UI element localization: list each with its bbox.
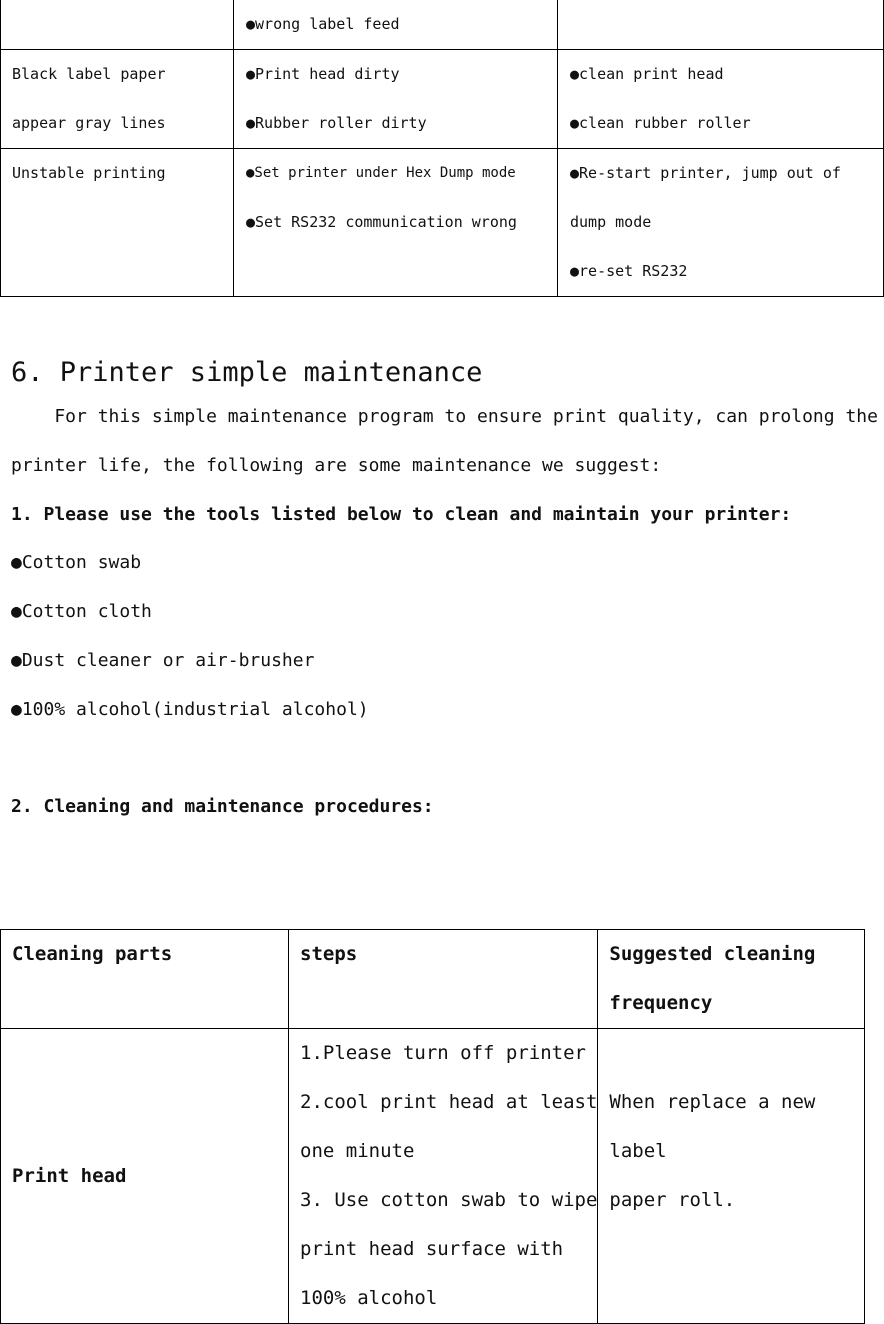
troubleshooting-table	[0, 0, 884, 297]
tool-item: ●Cotton swab	[11, 552, 142, 573]
intro-line-2: printer life, the following are some maintenance we suggest:	[11, 455, 662, 476]
solution-item: ●Re-start printer, jump out of	[570, 164, 841, 182]
header-frequency: Suggested cleaning frequency	[598, 930, 865, 1029]
step-line: 2.cool print head at least	[300, 1091, 598, 1113]
section-heading: 6. Printer simple maintenance	[11, 357, 483, 388]
header-cleaning-parts: Cleaning parts	[1, 930, 289, 1029]
cause-item: ●Set RS232 communication wrong	[246, 213, 517, 231]
tool-item: ●Cotton cloth	[11, 601, 152, 622]
intro-line-1: For this simple maintenance program to ensure print quality, can prolong the	[11, 406, 878, 427]
causes-cell	[234, 0, 558, 50]
step-line: 3. Use cotton swab to wipe	[300, 1189, 598, 1211]
table-row	[1, 0, 884, 50]
step2-title: 2. Cleaning and maintenance procedures:	[11, 796, 434, 817]
causes-cell	[234, 149, 558, 297]
step-line: one minute	[300, 1140, 415, 1162]
frequency-line: When replace a new label	[609, 1091, 816, 1162]
cleaning-table	[0, 929, 865, 1324]
cause-item: ●Rubber roller dirty	[246, 114, 427, 132]
solution-item: ●re-set RS232	[570, 262, 688, 280]
steps-cell	[289, 1029, 598, 1324]
problem-cell	[1, 50, 234, 149]
table-row	[1, 1029, 865, 1324]
solutions-cell	[558, 149, 884, 297]
frequency-line: paper roll.	[609, 1189, 736, 1211]
step1-title: 1. Please use the tools listed below to clean and maintain your printer:	[11, 504, 792, 525]
problem-text: Unstable printing	[12, 164, 166, 182]
frequency-cell	[598, 1029, 865, 1324]
step-line: print head surface with	[300, 1238, 564, 1260]
cause-item: ●wrong label feed	[246, 15, 400, 33]
cause-item: ●Set printer under Hex Dump mode	[246, 165, 516, 181]
solution-item: ●clean print head	[570, 65, 724, 83]
cause-item: ●Print head dirty	[246, 65, 400, 83]
problem-cell	[1, 149, 234, 297]
solution-item: ●clean rubber roller	[570, 114, 751, 132]
step-line: 1.Please turn off printer	[300, 1042, 586, 1064]
part-name: Print head	[12, 1164, 127, 1187]
tool-item: ●Dust cleaner or air-brusher	[11, 650, 315, 671]
step-line: 100% alcohol	[300, 1287, 438, 1309]
problem-cell	[1, 0, 234, 50]
header-steps: steps	[289, 930, 598, 1029]
table-row	[1, 149, 884, 297]
part-cell	[1, 1029, 289, 1324]
solutions-cell	[558, 0, 884, 50]
solutions-cell	[558, 50, 884, 149]
problem-text: Black label paper appear gray lines	[12, 65, 166, 132]
tool-item: ●100% alcohol(industrial alcohol)	[11, 699, 369, 720]
table-header-row	[1, 930, 865, 1029]
solution-item: dump mode	[570, 213, 652, 231]
table-row	[1, 50, 884, 149]
causes-cell	[234, 50, 558, 149]
